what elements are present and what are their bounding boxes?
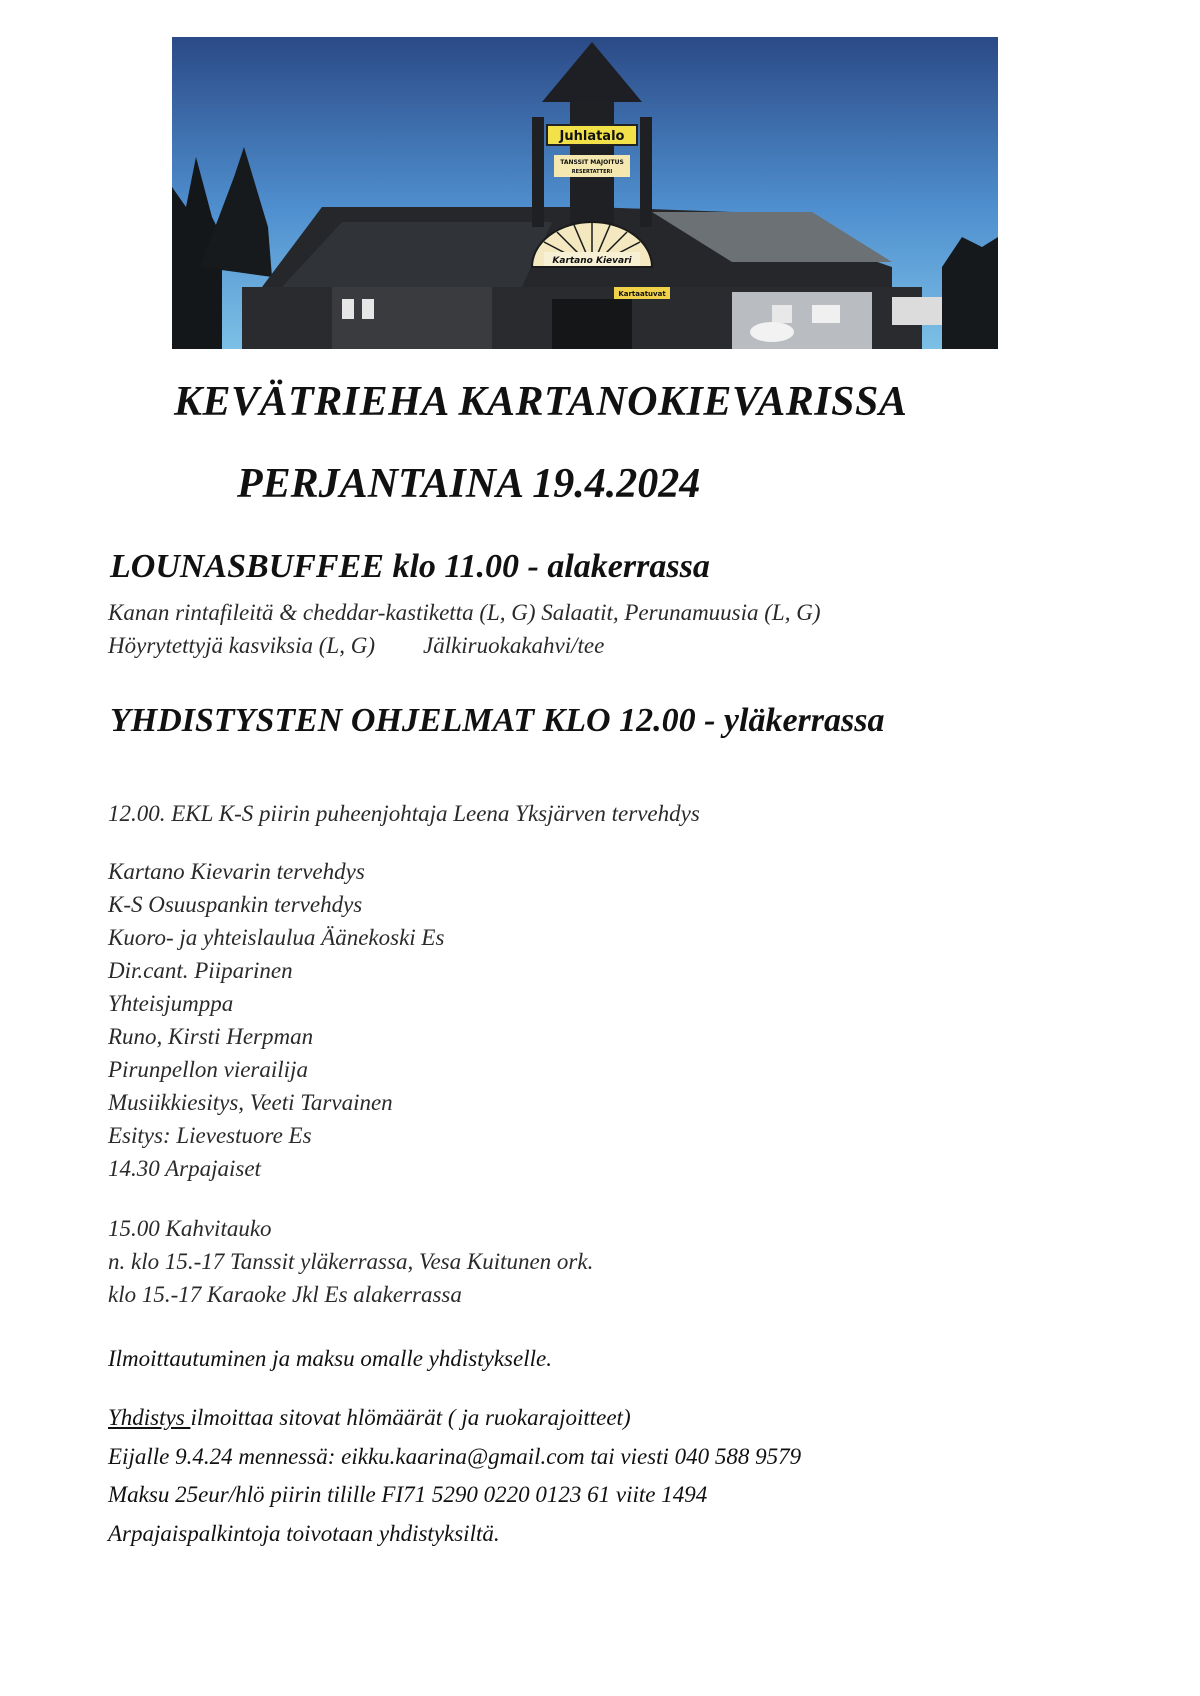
yhdistys-rest: ilmoittaa sitovat hlömäärät ( ja ruokarajoitteet) <box>190 1405 631 1430</box>
menu-dessert: Jälkiruokakahvi/tee <box>422 633 605 658</box>
arch-label: Kartano Kievari <box>552 256 632 266</box>
yhdistys-underlined: Yhdistys <box>108 1405 191 1430</box>
program-item: Esitys: Lievestuore Es <box>108 1123 312 1148</box>
program-item: 14.30 Arpajaiset <box>108 1156 261 1181</box>
prizes-line: Arpajaispalkintoja toivotaan yhdistyksiltä. <box>108 1520 500 1546</box>
program-heading: YHDISTYSTEN OHJELMAT KLO 12.00 - yläkerrassa <box>110 702 885 739</box>
venue-photo-illustration <box>172 37 998 349</box>
afternoon-item: n. klo 15.-17 Tanssit yläkerrassa, Vesa Kuitunen ork. <box>108 1249 594 1274</box>
lunch-heading: LOUNASBUFFEE klo 11.00 - alakerrassa <box>110 548 710 585</box>
afternoon-item: 15.00 Kahvitauko <box>108 1216 272 1241</box>
program-list-wrap <box>108 855 444 1185</box>
registration-note: Ilmoittautuminen ja maksu omalle yhdistykselle. <box>108 1346 552 1371</box>
program-item: Pirunpellon vierailija <box>108 1057 308 1082</box>
program-item: Dir.cant. Piiparinen <box>108 958 293 983</box>
event-title: KEVÄTRIEHA KARTANOKIEVARISSA <box>174 379 908 425</box>
afternoon-list <box>108 1212 593 1311</box>
event-date: PERJANTAINA 19.4.2024 <box>237 461 701 507</box>
program-item: Kuoro- ja yhteislaulua Äänekoski Es <box>108 925 445 950</box>
menu-vegetables: Höyrytettyjä kasviksia (L, G) <box>108 633 375 658</box>
lunch-menu <box>108 596 820 662</box>
program-item: Musiikkiesitys, Veeti Tarvainen <box>108 1090 393 1115</box>
menu-line-1: Kanan rintafileitä & cheddar-kastiketta (L, G) Salaatit, Perunamuusia (L, G) <box>108 600 821 625</box>
program-list <box>108 855 444 1185</box>
program-item: Kartano Kievarin tervehdys <box>108 859 365 884</box>
small-sign-label: Kartaatuvat <box>618 290 666 298</box>
program-item: K-S Osuuspankin tervehdys <box>108 892 363 917</box>
menu-line-2 <box>108 629 820 662</box>
program-item: Yhteisjumppa <box>108 991 234 1016</box>
sign-subtext-1: TANSSIT MAJOITUS <box>560 159 624 166</box>
program-item: Runo, Kirsti Herpman <box>108 1024 314 1049</box>
afternoon-list-wrap <box>108 1212 593 1311</box>
juhlatalo-sign-text: Juhlatalo <box>559 129 625 144</box>
notes-block <box>108 1399 801 1553</box>
contact-line: Eijalle 9.4.24 mennessä: eikku.kaarina@gmail.com tai viesti 040 588 9579 <box>108 1443 802 1469</box>
yhdistys-line <box>108 1399 801 1438</box>
program-opening: 12.00. EKL K-S piirin puheenjohtaja Leena Yksjärven tervehdys <box>108 801 700 826</box>
sign-subtext-2: RESERTATTERI <box>571 169 613 175</box>
afternoon-item: klo 15.-17 Karaoke Jkl Es alakerrassa <box>108 1282 462 1307</box>
venue-photo <box>172 37 998 349</box>
payment-line: Maksu 25eur/hlö piirin tilille FI71 5290 0220 0123 61 viite 1494 <box>108 1482 708 1507</box>
